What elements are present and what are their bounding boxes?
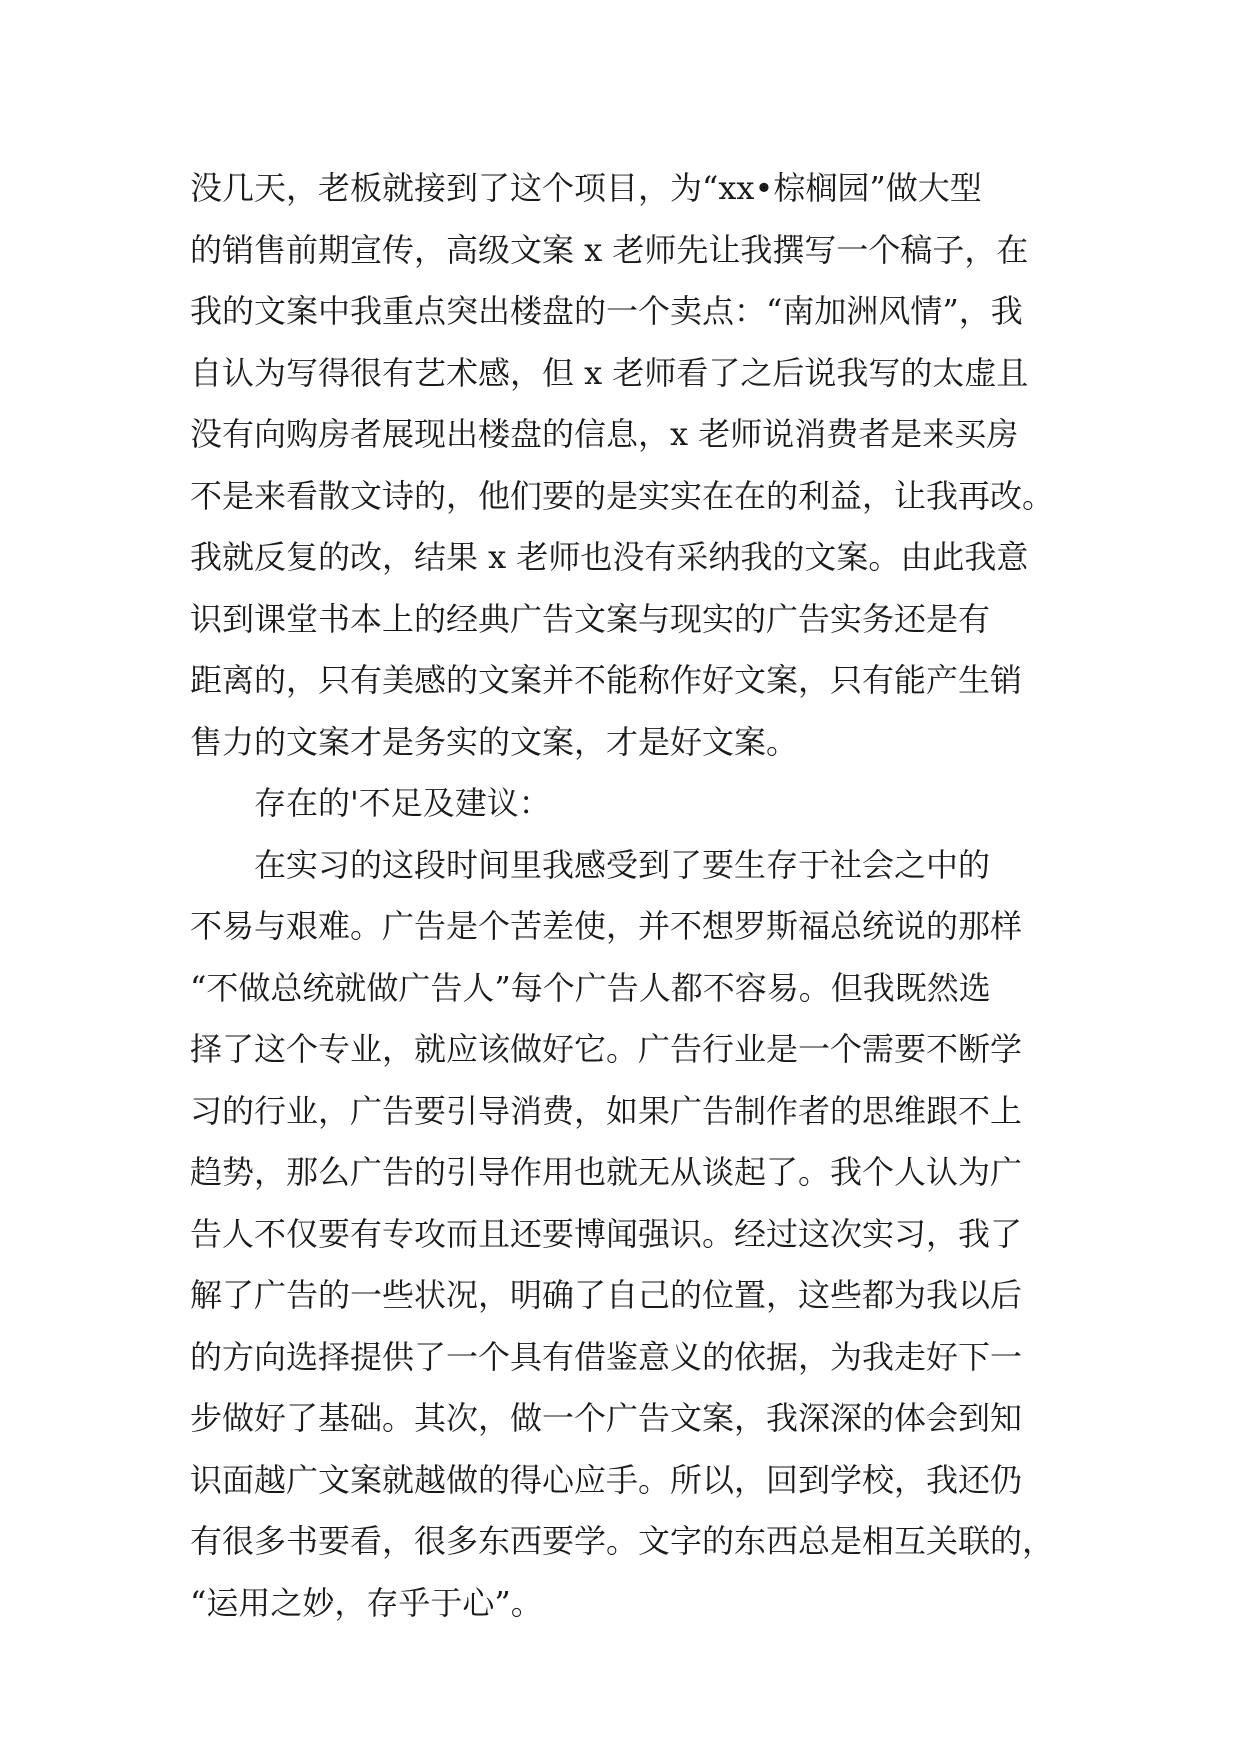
text-line: 趋势，那么广告的引导作用也就无从谈起了。我个人认为广 (190, 1153, 1023, 1191)
text-line: 售力的文案才是务实的文案，才是好文案。 (190, 722, 799, 761)
text-line: 距离的，只有美感的文案并不能称作好文案，只有能产生销 (190, 661, 1023, 699)
text-line: 告人不仅要有专攻而且还要博闻强识。经过这次实习，我了 (190, 1214, 1023, 1253)
text-line: 我就反复的改，结果 x 老师也没有采纳我的文案。由此我意 (190, 538, 1029, 576)
text-line: 择了这个专业，就应该做好它。广告行业是一个需要不断学 (190, 1030, 1023, 1068)
text-line: 我的文案中我重点突出楼盘的一个卖点：“南加洲风情”，我 (190, 292, 1023, 330)
text-line: 有很多书要看，很多东西要学。文字的东西总是相互关联的， (190, 1522, 1055, 1560)
text-line: “运用之妙，存乎于心”。 (190, 1583, 543, 1622)
document-body (190, 158, 1060, 1634)
text-line: 在实习的这段时间里我感受到了要生存于社会之中的 (254, 845, 991, 884)
text-line: 的销售前期宣传，高级文案 x 老师先让我撰写一个稿子，在 (190, 230, 1029, 269)
text-line: 解了广告的一些状况，明确了自己的位置，这些都为我以后 (190, 1276, 1023, 1314)
text-line: 步做好了基础。其次，做一个广告文案，我深深的体会到知 (190, 1399, 1023, 1437)
text-line: 的方向选择提供了一个具有借鉴意义的依据，为我走好下一 (190, 1337, 1023, 1376)
text-line: 自认为写得很有艺术感，但 x 老师看了之后说我写的太虚且 (190, 353, 1029, 392)
text-line: 识面越广文案就越做的得心应手。所以，回到学校，我还仍 (190, 1460, 1023, 1499)
text-line: 不易与艰难。广告是个苦差使，并不想罗斯福总统说的那样 (190, 907, 1023, 945)
section-heading: 存在的'不足及建议： (254, 784, 551, 822)
text-line: 不是来看散文诗的，他们要的是实实在在的利益，让我再改。 (190, 476, 1055, 515)
text-line: 没有向购房者展现出楼盘的信息，x 老师说消费者是来买房 (190, 415, 1019, 453)
text-line: “不做总统就做广告人”每个广告人都不容易。但我既然选 (190, 968, 991, 1007)
text-line: 识到课堂书本上的经典广告文案与现实的广告实务还是有 (190, 599, 991, 638)
text-line: 习的行业，广告要引导消费，如果广告制作者的思维跟不上 (190, 1091, 1023, 1130)
text-line: 没几天，老板就接到了这个项目，为“xx•棕榈园”做大型 (190, 169, 982, 207)
